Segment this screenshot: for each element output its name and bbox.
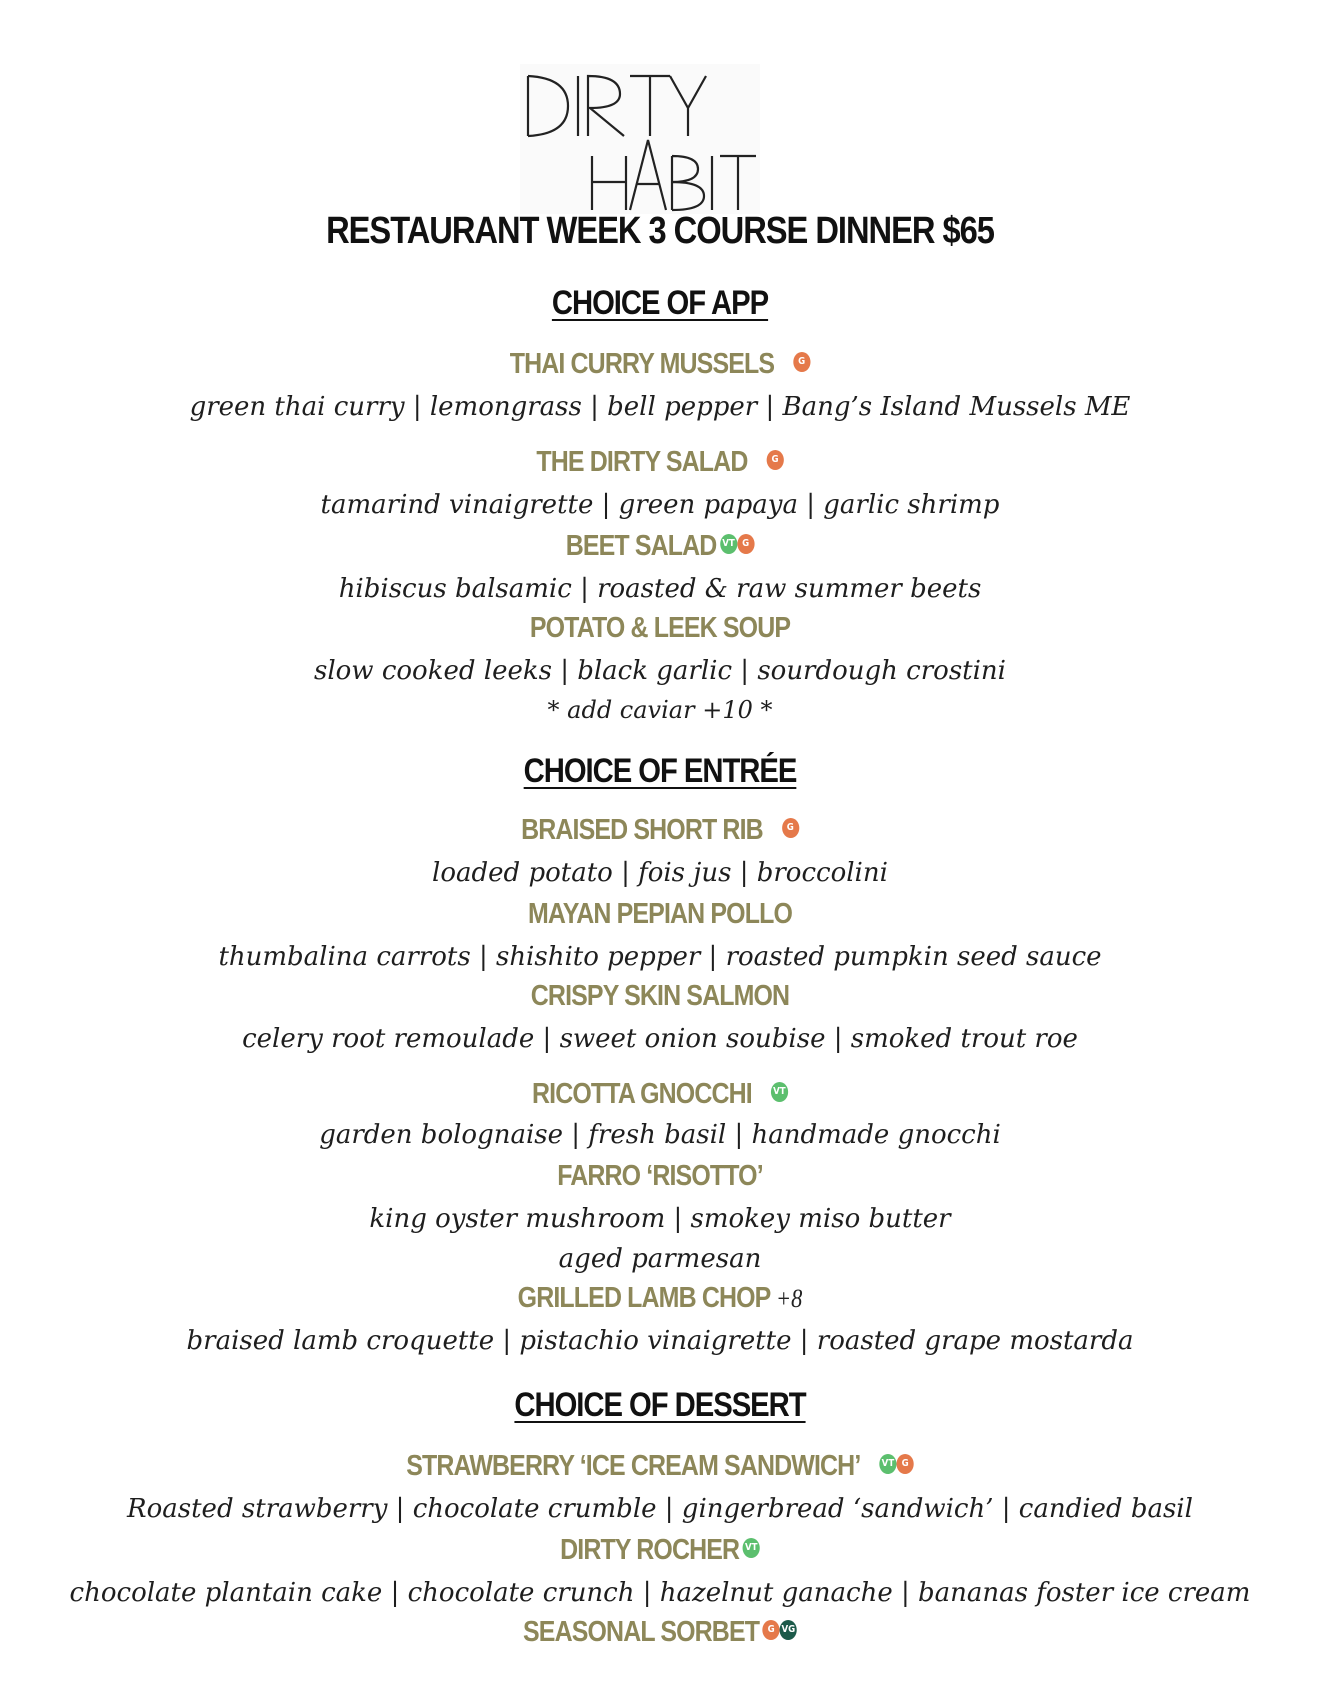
item-name-text: BRAISED SHORT RIB	[521, 814, 763, 846]
item-name-text: SEASONAL SORBET	[523, 1616, 760, 1648]
menu-item-description: hibiscus balsamic | roasted & raw summer beets	[338, 574, 982, 604]
menu-title: RESTAURANT WEEK 3 COURSE DINNER $65	[326, 210, 994, 252]
gluten-free-badge-icon: G	[897, 1454, 914, 1474]
vegetarian-badge-icon: VT	[720, 534, 737, 554]
menu-item-description: tamarind vinaigrette | green papaya | garlic shrimp	[320, 490, 1000, 520]
menu-item-description: king oyster mushroom | smokey miso butter	[369, 1204, 951, 1234]
menu-item-name	[92, 1450, 1227, 1483]
menu-item-name	[92, 1282, 1227, 1315]
menu-item-name	[92, 814, 1227, 847]
gluten-free-badge-icon: G	[766, 450, 783, 470]
menu-item-description: Roasted strawberry | chocolate crumble | gingerbread ‘sandwich’ | candied basil	[127, 1494, 1193, 1524]
item-name-text: GRILLED LAMB CHOP	[517, 1282, 770, 1314]
gluten-free-badge-icon: G	[763, 1620, 780, 1640]
item-name-text: THAI CURRY MUSSELS	[509, 348, 775, 380]
item-name-text: RICOTTA GNOCCHI	[532, 1078, 752, 1110]
vegetarian-badge-icon: VT	[879, 1454, 896, 1474]
menu-item-description: slow cooked leeks | black garlic | sourdough crostini	[314, 656, 1006, 686]
menu-item-description: chocolate plantain cake | chocolate crunch | hazelnut ganache | bananas foster ice cream	[69, 1578, 1251, 1608]
vegan-badge-icon: VG	[780, 1620, 797, 1640]
item-name-text: DIRTY ROCHER	[560, 1534, 740, 1566]
vegetarian-badge-icon: VT	[743, 1538, 760, 1558]
menu-item-name	[92, 348, 1227, 381]
menu-item-name	[92, 1078, 1227, 1111]
menu-item-description: loaded potato | fois jus | broccolini	[432, 858, 888, 888]
logo-wordmark	[520, 64, 760, 214]
menu-item-name	[92, 1616, 1227, 1649]
menu-item-description: garden bolognaise | fresh basil | handmade gnocchi	[319, 1120, 1001, 1150]
menu-item-description: thumbalina carrots | shishito pepper | roasted pumpkin seed sauce	[218, 942, 1102, 972]
section-title-entree: CHOICE OF ENTRÉE	[523, 752, 797, 790]
menu-item-name: POTATO & LEEK SOUP	[529, 612, 791, 644]
item-name-text: THE DIRTY SALAD	[536, 446, 748, 478]
menu-item-description: braised lamb croquette | pistachio vinaigrette | roasted grape mostarda	[186, 1326, 1134, 1356]
dirty-habit-logo	[520, 64, 760, 214]
menu-item-note: * add caviar +10 *	[547, 696, 773, 724]
menu-item-description: green thai curry | lemongrass | bell pepper | Bang’s Island Mussels ME	[189, 392, 1131, 422]
gluten-free-badge-icon: G	[793, 352, 810, 372]
section-title-app: CHOICE OF APP	[551, 284, 769, 322]
item-surcharge: +8	[776, 1284, 803, 1313]
menu-item-name	[92, 530, 1227, 563]
menu-item-description: celery root remoulade | sweet onion soubise | smoked trout roe	[242, 1024, 1078, 1054]
item-name-text: BEET SALAD	[565, 530, 717, 562]
menu-item-name	[92, 1534, 1227, 1567]
menu-item-description-line2: aged parmesan	[558, 1244, 762, 1274]
section-title-dessert: CHOICE OF DESSERT	[514, 1386, 806, 1424]
gluten-free-badge-icon: G	[782, 818, 799, 838]
menu-item-name: FARRO ‘RISOTTO’	[557, 1160, 763, 1192]
item-name-text: STRAWBERRY ‘ICE CREAM SANDWICH’	[406, 1450, 861, 1482]
menu-item-name	[92, 446, 1227, 479]
vegetarian-badge-icon: VT	[771, 1082, 788, 1102]
menu-item-name: CRISPY SKIN SALMON	[530, 980, 790, 1012]
menu-item-name: MAYAN PEPIAN POLLO	[527, 898, 792, 930]
gluten-free-badge-icon: G	[737, 534, 754, 554]
